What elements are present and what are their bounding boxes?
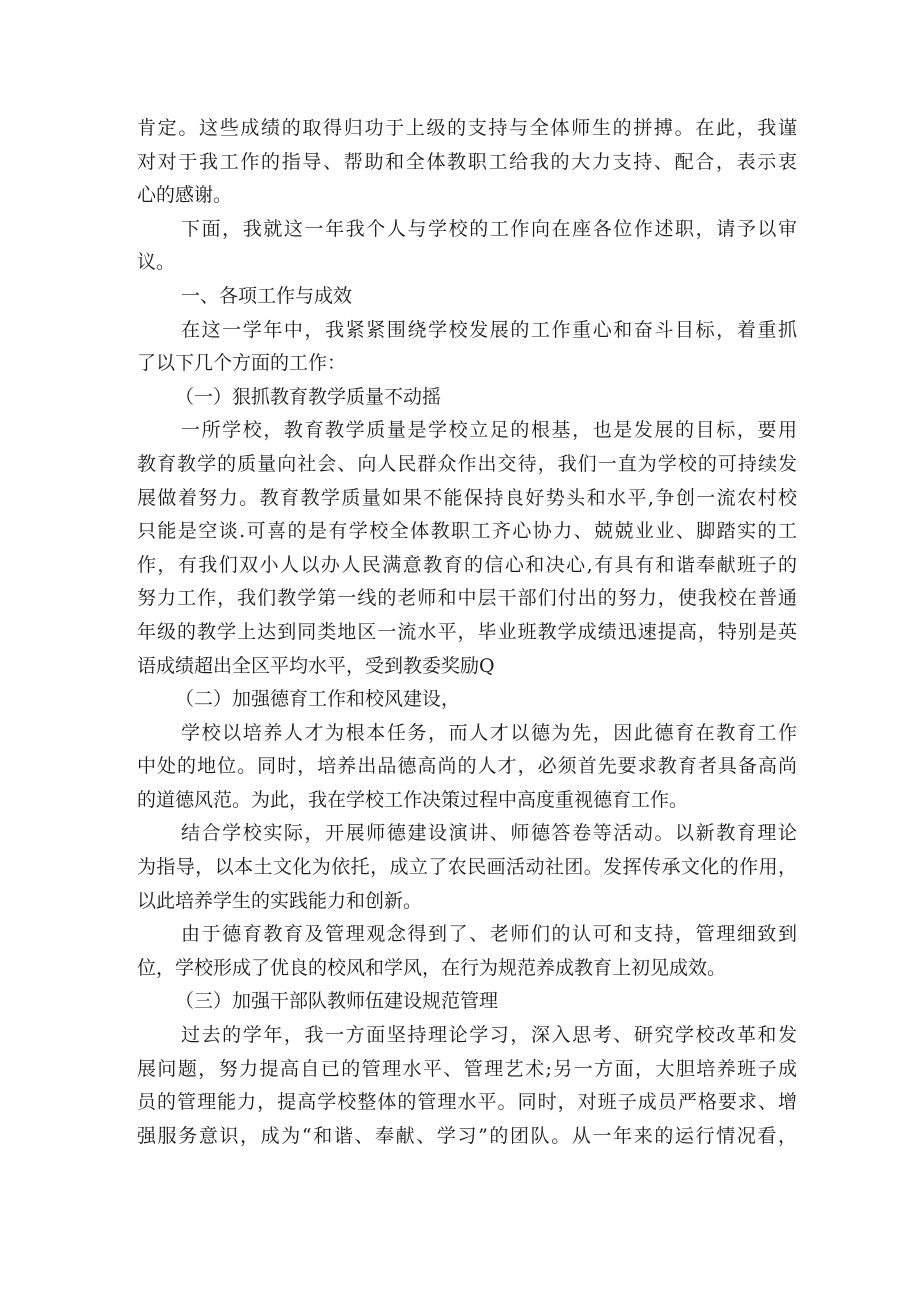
text-line: 展做着努力。教育教学质量如果不能保持良好势头和水平,争创一流农村校 [137,486,797,509]
text-line: 只能是空谈.可喜的是有学校全体教职工齐心协力、兢兢业业、脚踏实的工 [137,520,797,543]
text-line: 一所学校，教育教学质量是学校立足的根基，也是发展的目标，要用 [181,419,797,442]
text-line: 作，有我们双小人以办人民满意教育的信心和决心,有具有和谐奉献班子的 [137,553,797,576]
text-line: 由于德育教育及管理观念得到了、老师们的认可和支持，管理细致到 [181,923,797,946]
text-line: 的道德风范。为此，我在学校工作决策过程中高度重视德育工作。 [137,788,689,811]
text-line: 学校以培养人才为根本任务，而人才以德为先，因此德育在教育工作 [181,721,797,744]
subsection-heading: （一）狠抓教育教学质量不动摇 [175,385,442,408]
text-line: 过去的学年，我一方面坚持理论学习，深入思考、研究学校改革和发 [181,1024,797,1047]
text-line: 为指导，以本土文化为依托，成立了农民画活动社团。发挥传承文化的作用， [137,856,797,879]
section-heading: 一、各项工作与成效 [181,284,353,307]
text-line: 在这一学年中，我紧紧围绕学校发展的工作重心和奋斗目标，着重抓 [181,318,797,341]
text-line: 强服务意识，成为“和谐、奉献、学习”的团队。从一年来的运行情况看， [137,1124,797,1147]
text-line: 年级的教学上达到同类地区一流水平，毕业班教学成绩迅速提高，特别是英 [137,620,797,643]
text-line: 员的管理能力，提高学校整体的管理水平。同时，对班子成员严格要求、增 [137,1091,797,1114]
text-line: 下面，我就这一年我个人与学校的工作向在座各位作述职，请予以审 [181,217,797,240]
text-line: 结合学校实际，开展师德建设演讲、师德答卷等活动。以新教育理论 [181,822,797,845]
text-line: 心的感谢。 [137,184,233,207]
text-line: 展问题，努力提高自已的管理水平、管理艺术;另一方面，大胆培养班子成 [137,1057,797,1080]
text-line: 中处的地位。同时，培养出品德高尚的人才，必须首先要求教育者具备高尚 [137,755,797,778]
text-line: 教育教学的质量向社会、向人民群众作出交待，我们一直为学校的可持续发 [137,452,797,475]
text-line: 肯定。这些成绩的取得归功于上级的支持与全体师生的拼搏。在此，我谨 [137,117,797,139]
text-line: 议。 [137,251,176,274]
text-line: 了以下几个方面的工作： [137,352,347,375]
subsection-heading: （二）加强德育工作和校风建设， [175,688,461,711]
text-line: 位，学校形成了优良的校风和学风，在行为规范养成教育上初见成效。 [137,956,727,979]
text-line: 对对于我工作的指导、帮助和全体教职工给我的大力支持、配合，表示衷 [137,150,797,173]
text-line: 以此培养学生的实践能力和创新。 [137,889,423,912]
text-line: 语成绩超出全区平均水平，受到教委奖励Q [137,654,495,677]
text-line: 努力工作，我们教学第一线的老师和中层干部们付出的努力，使我校在普通 [137,587,797,610]
subsection-heading: （三）加强干部队教师伍建设规范管理 [175,990,499,1013]
document-body [137,112,797,1153]
